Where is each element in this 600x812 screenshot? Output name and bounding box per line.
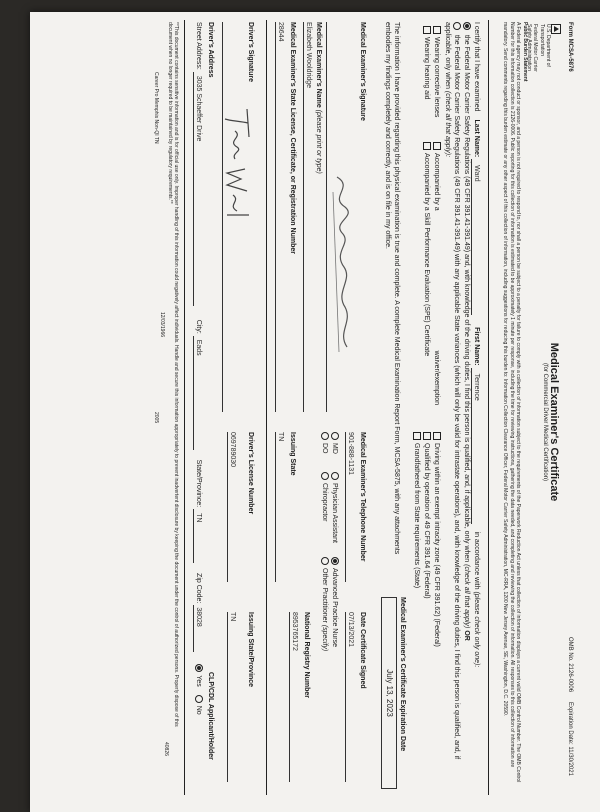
lenses-label: Wearing corrective lenses [433, 37, 440, 118]
option-1-radio[interactable] [463, 22, 471, 30]
burden-text: A Federal agency may not conduct or sponsor, and a person is not required to respond to, nor shall a person be subject to a penalty for failure to comply with a collection of information subject to the requirements of the Paperwork Reduction Act unless that collection of information displays a current valid OMB Control Number. The OMB Control Number for this information collection is 2126-0006. Public reporting for this collection of information is estimated to be approximately 1 minute per response, including the time for reviewing instructions, gathering the data needed, and completing and reviewing the collection of information. All responses to this collection of information are mandatory. Send comments regarding this burden estimate or any other aspect of this collection of information, including suggestions for reducing this burden to: Information Collection Clearance Officer, Federal Motor Carrier Safety Administration, MC-RRA, 1200 New Jersey Avenue, SE, Washington, D.C. 20590. [502, 22, 521, 783]
license-value: 28644 [275, 22, 285, 412]
form-expiration: Expiration Date: 11/30/2021 [567, 702, 573, 776]
qualified-checkbox[interactable] [423, 432, 431, 440]
agency-line-1: U.S. Department of Transportation [538, 24, 551, 67]
street-label: Street Address: [195, 22, 202, 70]
cred-pa[interactable] [330, 472, 339, 543]
first-name-label: First Name: [473, 327, 480, 366]
apn-radio[interactable] [331, 557, 339, 565]
cred-apn[interactable] [330, 557, 339, 647]
grandfathered-label: Grandfathered from State requirements (State) [413, 443, 420, 589]
cond-waiver[interactable] [432, 142, 441, 405]
expiration-label: Medical Examiner's Certificate Expiration Date [399, 597, 406, 752]
exempt-zone-label: Driving within an exempt intracity zone (49 CFR 391.62) (Federal) [433, 443, 440, 647]
examiner-signature-label: Medical Examiner's Signature [359, 22, 366, 121]
dl-state-value: TN [227, 612, 237, 782]
date-signed-label: Date Certificate Signed [359, 612, 366, 689]
option-2-radio[interactable] [453, 22, 461, 30]
grandfathered-checkbox[interactable] [413, 432, 421, 440]
pa-radio[interactable] [331, 472, 339, 480]
waiver-label: Accompanied by a [433, 153, 440, 211]
certify-row [471, 22, 481, 792]
clp-no-label: No [195, 705, 202, 715]
driver-signature-label: Driver's Signature [247, 22, 254, 83]
option-2-note: (check all that apply): [443, 90, 451, 158]
agency-line-2: Federal Motor Carrier [532, 24, 539, 72]
accordance-note: (please check only one): [473, 591, 480, 668]
city-value: Eads [193, 336, 203, 450]
examiner-separator [266, 20, 267, 795]
issuing-state-label: Issuing State [289, 432, 296, 476]
footer-notice: **This document contains sensitive information and is for official use only. Improper handling of this information could negatively affect individuals. Handle and secure this information appropriately to prevent inadvertent disclosure by keeping the document under the control of authorized persons. Properly dispose of this document when no longer required to be maintained by regulatory requirements.** [166, 22, 179, 727]
examiner-name-label: Medical Examiner's Name [315, 22, 322, 108]
license-label: Medical Examiner's State License, Certificate, or Registration Number [289, 22, 296, 254]
footer-id: 2005 [153, 412, 159, 424]
waiver-label-2: waiver/exemption [433, 350, 440, 406]
driver-separator [184, 20, 185, 795]
rotated-form [30, 12, 585, 802]
omb-number: OMB No. 2126-0006 [567, 637, 573, 693]
address-row [193, 22, 203, 802]
burden-title: Public Burden Statement [522, 22, 528, 82]
spe-checkbox[interactable] [423, 142, 431, 150]
apn-label: Advanced Practice Nurse [331, 568, 338, 647]
footer-mc: 40826 [163, 742, 169, 756]
first-name-value: Terrence [471, 368, 481, 524]
cred-md[interactable] [330, 432, 339, 454]
hearing-label: Wearing hearing aid [423, 37, 430, 100]
exempt-zone-checkbox[interactable] [433, 432, 441, 440]
clp-yes-radio[interactable] [195, 664, 203, 672]
option-1-or: OR [463, 630, 470, 641]
registry-value: 8953765172 [289, 612, 299, 782]
examiner-name-value: Elizabeth Wooldridge [303, 22, 313, 412]
state-label: State/Province: [195, 459, 202, 508]
dl-state-label: Issuing State/Province [247, 612, 254, 688]
option-1 [462, 22, 471, 792]
cred-do[interactable] [320, 432, 329, 454]
option-2 [443, 22, 461, 792]
address-label: Driver's Address [207, 22, 214, 78]
chiro-radio[interactable] [321, 472, 329, 480]
option-1-text: the Federal Motor Carrier Safety Regulations (49 CFR 391.41-391.49) and, with knowledge of the driving duties, I find this person is qualified, and, if applicable, only when [463, 34, 470, 563]
examiner-signature-image [327, 172, 359, 372]
statement-text: The information I have provided regarding this physical examination is true and complete. A complete Medical Examination Report Form, MCSA-5875, with any attachments embodies my findings completely and correctly, and is on file in my office. [383, 22, 400, 555]
dot-logo-icon [551, 24, 561, 34]
lenses-checkbox[interactable] [433, 26, 441, 34]
footer-date: 12/03/1966 [159, 312, 165, 338]
hearing-checkbox[interactable] [423, 26, 431, 34]
do-label: DO [321, 443, 328, 454]
pa-label: Physician Assistant [331, 483, 338, 543]
clp-no[interactable] [195, 695, 202, 715]
driver-signature-line [222, 22, 247, 412]
footer-printed-by: Career Pro Memphis Non-QI TN [153, 72, 159, 144]
cond-lenses[interactable] [432, 26, 441, 117]
date-signed-value: 07/13/2021 [345, 612, 355, 782]
state-value: TN [193, 509, 203, 563]
cred-chiro[interactable] [320, 472, 329, 522]
cond-grandfathered[interactable] [412, 432, 421, 588]
form-id: Form MCSA-5876 [567, 22, 573, 72]
document-page [30, 12, 600, 812]
clp-yes-label: Yes [195, 675, 202, 687]
city-label: City: [195, 319, 202, 334]
form-subtitle: (for Commercial Driver Medical Certification) [542, 362, 548, 482]
form-title: Medical Examiner's Certificate [548, 342, 560, 502]
cred-other[interactable] [320, 557, 329, 651]
examiner-name-label-row [314, 22, 323, 174]
accordance-text: in accordance with [473, 531, 480, 590]
header-separator [488, 20, 489, 795]
clp-no-radio[interactable] [195, 695, 203, 703]
chiro-label: Chiropractor [321, 483, 328, 522]
option-2-text: the Federal Motor Carrier Safety Regulations (49 CFR 391.41-391.49) with any applicable State variances (which will only be valid for intrastate operations), and, with knowledge of the driving duties, I find this person is qualified, and, if applicable, only when [443, 22, 460, 760]
spe-label: Accompanied by a Skill Performance Evaluation (SPE) Certificate [423, 153, 430, 357]
other-radio[interactable] [321, 557, 329, 565]
street-value: 3035 Schaeffer Drive [193, 72, 203, 306]
examiner-name-note: (please print or type) [315, 109, 322, 174]
driver-signature-image [223, 107, 253, 227]
last-name-value: Ward [471, 159, 481, 315]
certify-intro: I certify that I have examined [473, 22, 480, 112]
dl-label: Driver's License Number [247, 432, 254, 515]
clp-yes[interactable] [195, 664, 202, 686]
other-note: (specify) [321, 624, 328, 652]
issuing-state-value: TN [275, 432, 285, 582]
examiner-signature-line [326, 22, 359, 412]
md-radio[interactable] [331, 432, 339, 440]
cond-exempt-zone[interactable] [432, 432, 441, 647]
registry-label: National Registry Number [303, 612, 310, 698]
expiration-value: July 13, 2023 [381, 597, 397, 789]
last-name-label: Last Name: [473, 119, 480, 158]
cond-spe[interactable] [422, 142, 431, 356]
cond-qualified[interactable] [422, 432, 431, 599]
other-label: Other Practitioner [321, 568, 328, 623]
qualified-label: Qualified by operation of 49 CFR 391.64 (Federal) [423, 443, 430, 599]
phone-value: 901-888-1131 [345, 432, 355, 582]
agency-block [526, 24, 561, 94]
waiver-checkbox[interactable] [433, 142, 441, 150]
md-label: MD [331, 443, 338, 454]
agency-line-3: Safety Administration [526, 24, 533, 71]
cond-hearing[interactable] [422, 26, 431, 100]
clp-label: CLP/CDL Applicant/Holder [207, 672, 214, 760]
zip-label: Zip Code: [195, 573, 202, 604]
option-1-note: (check all that apply) [463, 564, 470, 629]
do-radio[interactable] [321, 432, 329, 440]
phone-label: Medical Examiner's Telephone Number [359, 432, 366, 562]
dl-value: 069789030 [227, 432, 237, 582]
zip-value: 38028 [193, 605, 203, 652]
